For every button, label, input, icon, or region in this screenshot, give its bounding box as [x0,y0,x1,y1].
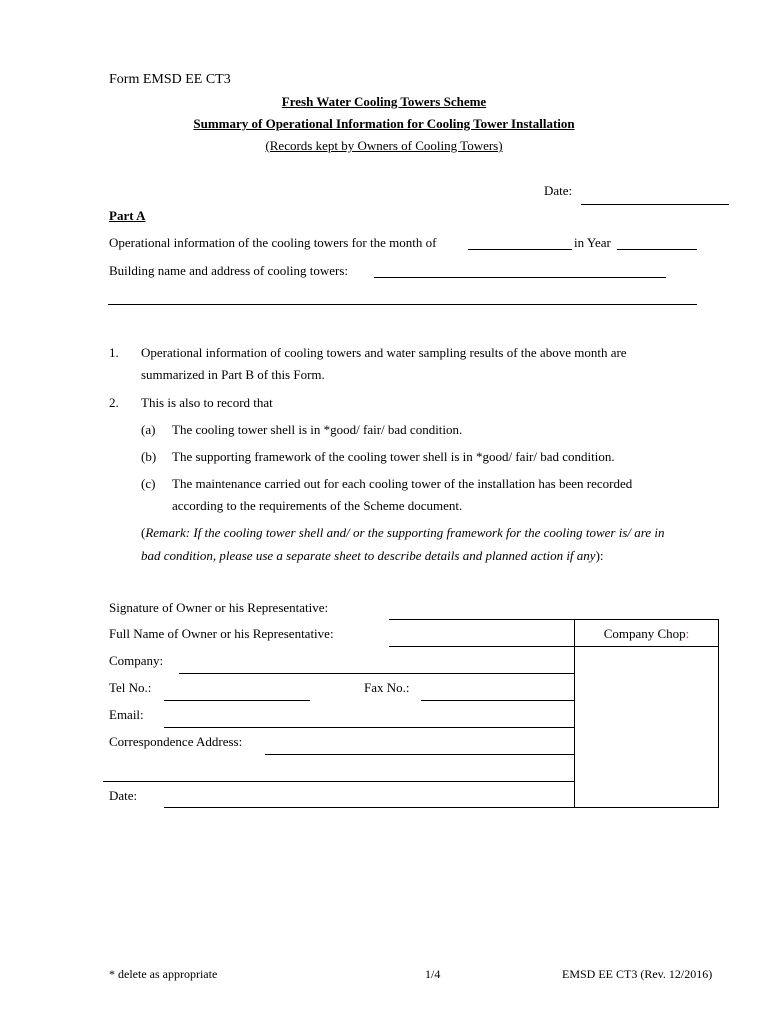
company-chop-label [574,626,719,642]
company-chop-text: Company Chop [603,626,686,641]
remark-open-paren: ( [141,525,146,540]
signature-field[interactable] [389,619,719,620]
year-label: in Year [574,235,611,250]
tel-label: Tel No.: [109,680,152,695]
month-field[interactable] [468,249,572,250]
full-name-label: Full Name of Owner or his Representative: [109,626,334,641]
item-2b-label: (b) [141,449,157,464]
form-code: Form EMSD EE CT3 [109,72,231,87]
email-field[interactable] [164,727,574,728]
form-subtitle: Summary of Operational Information for Cooling Tower Installation [193,116,575,131]
date-label-top: Date: [544,183,573,198]
item-2-number: 2. [109,395,119,410]
remark-line1 [141,525,664,541]
form-title: Fresh Water Cooling Towers Scheme [281,94,487,109]
date-field-top[interactable] [581,204,729,205]
item-1-line1: Operational information of cooling towers and water sampling results of the above month are [141,345,627,360]
company-chop-colon: : [685,626,690,641]
item-2c-line2: according to the requirements of the Scheme document. [172,498,463,513]
remark-text-1: Remark: If the cooling tower shell and/ or the supporting framework for the cooling tower is/ are in [145,525,665,540]
item-2-text: This is also to record that [141,395,273,410]
footer-note: * delete as appropriate [109,967,218,981]
company-label: Company: [109,653,164,668]
remark-close: ): [595,548,604,563]
address-label: Correspondence Address: [109,734,243,749]
footer-form-rev: EMSD EE CT3 (Rev. 12/2016) [562,967,713,981]
remark-line2 [141,548,604,564]
item-1-number: 1. [109,345,119,360]
signature-date-label: Date: [109,788,138,803]
part-a-heading: Part A [109,208,146,223]
chop-box-right-border [718,619,719,807]
item-2c-line1: The maintenance carried out for each cooling tower of the installation has been recorded [172,476,633,491]
item-2b-text: The supporting framework of the cooling tower shell is in *good/ fair/ bad condition. [172,449,615,464]
chop-box-bottom-border [574,807,719,808]
item-2a-label: (a) [141,422,156,437]
fax-label: Fax No.: [364,680,410,695]
fax-field[interactable] [421,700,574,701]
full-name-field[interactable] [389,646,574,647]
chop-box-header-divider [574,646,719,647]
year-field[interactable] [617,249,697,250]
address-field-line2[interactable] [103,781,574,782]
item-2c-label: (c) [141,476,156,491]
building-field-line2[interactable] [108,304,697,305]
chop-box-left-border [574,619,575,807]
tel-field[interactable] [164,700,310,701]
company-field[interactable] [179,673,574,674]
email-label: Email: [109,707,144,722]
item-2a-text: The cooling tower shell is in *good/ fair/ bad condition. [172,422,463,437]
page-number: 1/4 [425,967,441,981]
signature-date-field[interactable] [164,807,574,808]
building-field-line1[interactable] [374,277,666,278]
form-note: (Records kept by Owners of Cooling Towers) [265,138,503,153]
address-field-line1[interactable] [265,754,574,755]
item-1-line2: summarized in Part B of this Form. [141,367,325,382]
remark-text-2: bad condition, please use a separate sheet to describe details and planned action if any [141,548,596,563]
building-label: Building name and address of cooling towers: [109,263,349,278]
month-label: Operational information of the cooling towers for the month of [109,235,437,250]
signature-label: Signature of Owner or his Representative: [109,600,329,615]
